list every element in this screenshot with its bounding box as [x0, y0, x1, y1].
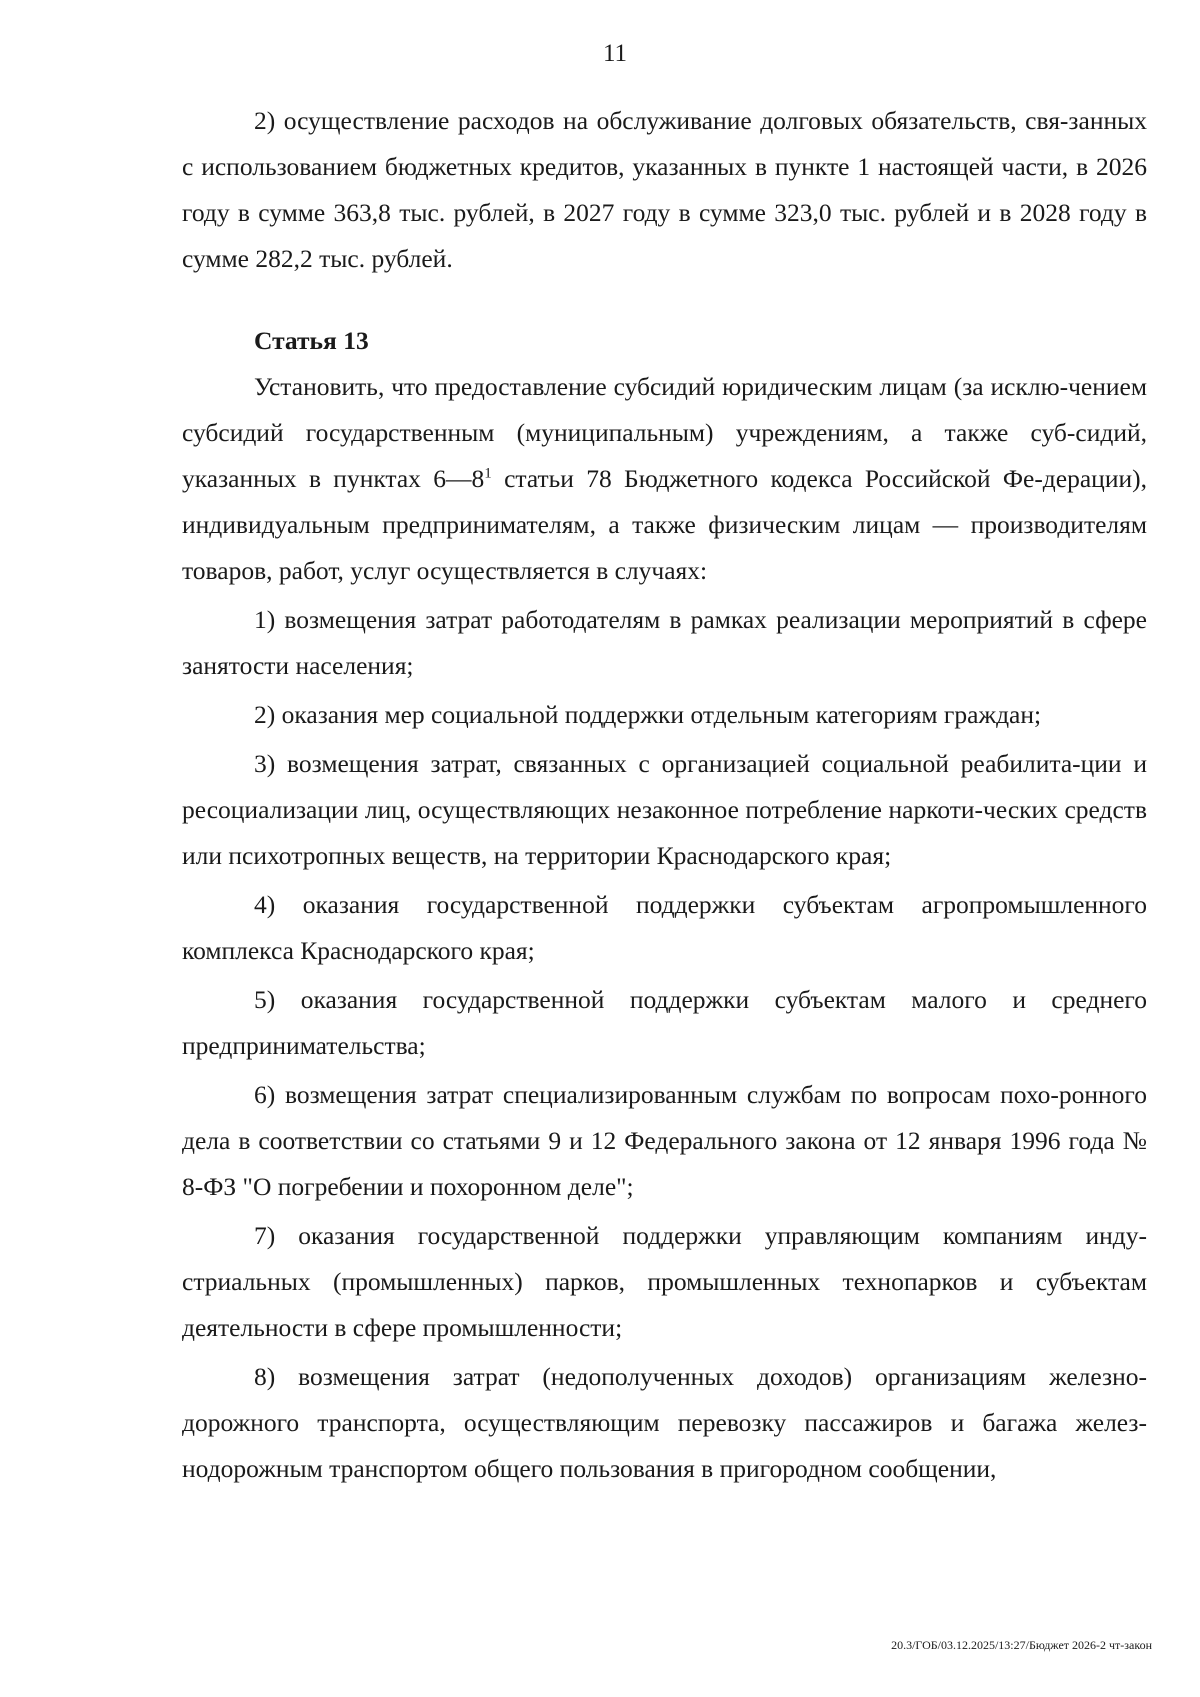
- list-item: 8) возмещения затрат (недополученных доходов) организациям железно-дорожного транспорта, осуществляющим перевозку пассажиров и багажа желез-нодорожным транспортом общего пользования в пригородном сообщении,: [182, 1362, 1147, 1483]
- list-item: 2) оказания мер социальной поддержки отдельным категориям граждан;: [254, 700, 1042, 729]
- paragraph-debt-service: 2) осуществление расходов на обслуживание долговых обязательств, свя-занных с использованием бюджетных кредитов, указанных в пункте 1 настоящей части, в 2026 году в сумме 363,8 тыс. рублей, в 2027 году в сумме 323,0 тыс. рублей и в 2028 году в сумме 282,2 тыс. рублей.: [182, 106, 1147, 273]
- document-footer-code: 20.3/ГОБ/03.12.2025/13:27/Бюджет 2026-2 чт-закон: [891, 1638, 1152, 1652]
- article-intro-text: Установить, что предоставление субсидий юридическим лицам (за исклю-чением субсидий государственным (муниципальным) учреждениям, а также суб-сидий, указанных в пунктах 6—8: [182, 372, 1147, 493]
- top-text-block: [182, 98, 1147, 285]
- page-number: 11: [602, 40, 628, 67]
- article-intro: [182, 364, 1147, 594]
- article-13-block: [182, 318, 1147, 1495]
- list-item: 3) возмещения затрат, связанных с организацией социальной реабилита-ции и ресоциализации лиц, осуществляющих незаконное потребление наркоти-ческих средств или психотропных веществ, на территории Краснодарского края;: [182, 749, 1147, 870]
- list-item: 6) возмещения затрат специализированным службам по вопросам похо-ронного дела в соответствии со статьями 9 и 12 Федерального закона от 12 января 1996 года № 8-ФЗ "О погребении и похоронном деле";: [182, 1080, 1147, 1201]
- footnote-superscript: 1: [484, 465, 492, 482]
- article-heading: Статья 13: [254, 326, 369, 355]
- article-intro-text-cont: статьи 78 Бюджетного кодекса Российской Фе-дерации), индивидуальным предпринимателям, а также физическим лицам — производителям товаров, работ, услуг осуществляется в случаях:: [182, 464, 1147, 585]
- list-item: 5) оказания государственной поддержки субъектам малого и среднего предпринимательства;: [182, 985, 1147, 1060]
- list-item: 7) оказания государственной поддержки управляющим компаниям инду-стриальных (промышленных) парков, промышленных технопарков и субъектам деятельности в сфере промышленности;: [182, 1221, 1147, 1342]
- list-item: 1) возмещения затрат работодателям в рамках реализации мероприятий в сфере занятости населения;: [182, 605, 1147, 680]
- list-item: 4) оказания государственной поддержки субъектам агропромышленного комплекса Краснодарского края;: [182, 890, 1147, 965]
